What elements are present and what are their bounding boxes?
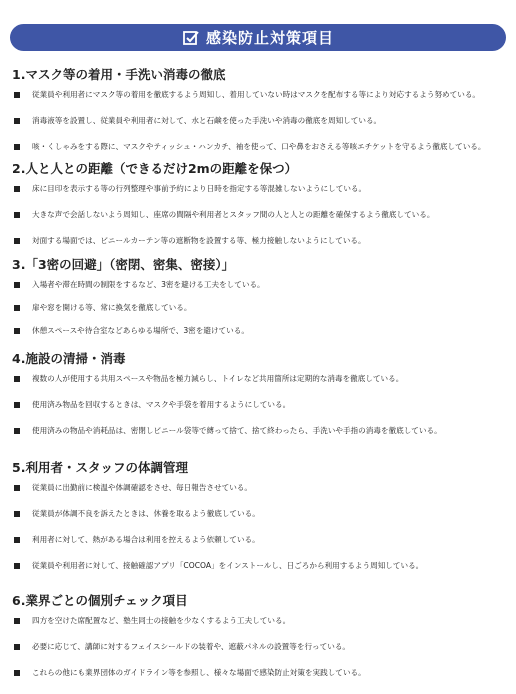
section-mask [12, 66, 508, 152]
title-banner [10, 24, 506, 51]
square-bullet-icon [14, 402, 20, 408]
list-item: 複数の人が使用する共用スペースや物品を極力減らし、トイレなど共用箇所は定期的な消毒を徹底している。 [12, 374, 508, 384]
square-bullet-icon [14, 92, 20, 98]
square-bullet-icon [14, 212, 20, 218]
section-heading: 2.人と人との距離（できるだけ2mの距離を保つ） [12, 161, 298, 176]
list-item: 入場者や滞在時間の制限をするなど、3密を避ける工夫をしている。 [12, 280, 508, 290]
square-bullet-icon [14, 537, 20, 543]
square-bullet-icon [14, 485, 20, 491]
list-item: 必要に応じて、講師に対するフェイスシールドの装着や、遮蔽パネルの設置等を行っている。 [12, 642, 508, 652]
list-item: 四方を空けた席配置など、塾生同士の接触を少なくするよう工夫している。 [12, 616, 508, 626]
square-bullet-icon [14, 428, 20, 434]
square-bullet-icon [14, 644, 20, 650]
list-item: 消毒液等を設置し、従業員や利用者に対して、水と石鹸を使った手洗いや消毒の徹底を周知している。 [12, 116, 508, 126]
list-item: 従業員や利用者にマスク等の着用を徹底するよう周知し、着用していない時はマスクを配布する等により対応するよう努めている。 [12, 90, 508, 100]
square-bullet-icon [14, 376, 20, 382]
square-bullet-icon [14, 305, 20, 311]
section-3-mitsu [12, 256, 508, 336]
section-heading: 1.マスク等の着用・手洗い消毒の徹底 [12, 67, 226, 82]
list-item: 従業員に出勤前に検温や体調確認をさせ、毎日報告させている。 [12, 483, 508, 493]
section-heading: 6.業界ごとの個別チェック項目 [12, 593, 188, 608]
list-item: 大きな声で会話しないよう周知し、座席の間隔や利用者とスタッフ間の人と人との距離を確保するよう徹底している。 [12, 210, 508, 220]
section-health [12, 459, 508, 571]
list-item: 対面する場面では、ビニールカーテン等の遮断物を設置する等、極力接触しないようにしている。 [12, 236, 508, 246]
square-bullet-icon [14, 328, 20, 334]
section-heading: 4.施設の清掃・消毒 [12, 351, 126, 366]
section-cleaning [12, 350, 508, 436]
square-bullet-icon [14, 144, 20, 150]
list-item: これらの他にも業界団体のガイドライン等を参照し、様々な場面で感染防止対策を実践している。 [12, 668, 508, 678]
list-item: 利用者に対して、熱がある場合は利用を控えるよう依頼している。 [12, 535, 508, 545]
list-item: 使用済み物品を回収するときは、マスクや手袋を着用するようにしている。 [12, 400, 508, 410]
section-heading: 3.「3密の回避」（密閉、密集、密接）」 [12, 257, 235, 272]
square-bullet-icon [14, 563, 20, 569]
section-distance [12, 160, 508, 246]
checkbox-icon [182, 29, 200, 47]
square-bullet-icon [14, 618, 20, 624]
section-heading: 5.利用者・スタッフの体調管理 [12, 460, 188, 475]
square-bullet-icon [14, 238, 20, 244]
list-item: 従業員が体調不良を訴えたときは、休養を取るよう徹底している。 [12, 509, 508, 519]
square-bullet-icon [14, 670, 20, 676]
list-item: 扉や窓を開ける等、常に換気を徹底している。 [12, 303, 508, 313]
list-item: 咳・くしゃみをする際に、マスクやティッシュ・ハンカチ、袖を使って、口や鼻をおさえる等咳エチケットを守るよう徹底している。 [12, 142, 508, 152]
square-bullet-icon [14, 118, 20, 124]
list-item: 従業員や利用者に対して、接触確認アプリ「COCOA」をインストールし、日ごろから利用するよう周知している。 [12, 561, 508, 571]
section-industry [12, 592, 508, 678]
list-item: 床に目印を表示する等の行列整理や事前予約により日時を指定する等混雑しないようにしている。 [12, 184, 508, 194]
square-bullet-icon [14, 511, 20, 517]
list-item: 休憩スペースや待合室などあらゆる場所で、3密を避けている。 [12, 326, 508, 336]
page-title: 感染防止対策項目 [205, 29, 334, 47]
square-bullet-icon [14, 186, 20, 192]
square-bullet-icon [14, 282, 20, 288]
list-item: 使用済みの物品や消耗品は、密閉しビニール袋等で縛って捨て、捨て終わったら、手洗いや手指の消毒を徹底している。 [12, 426, 508, 436]
